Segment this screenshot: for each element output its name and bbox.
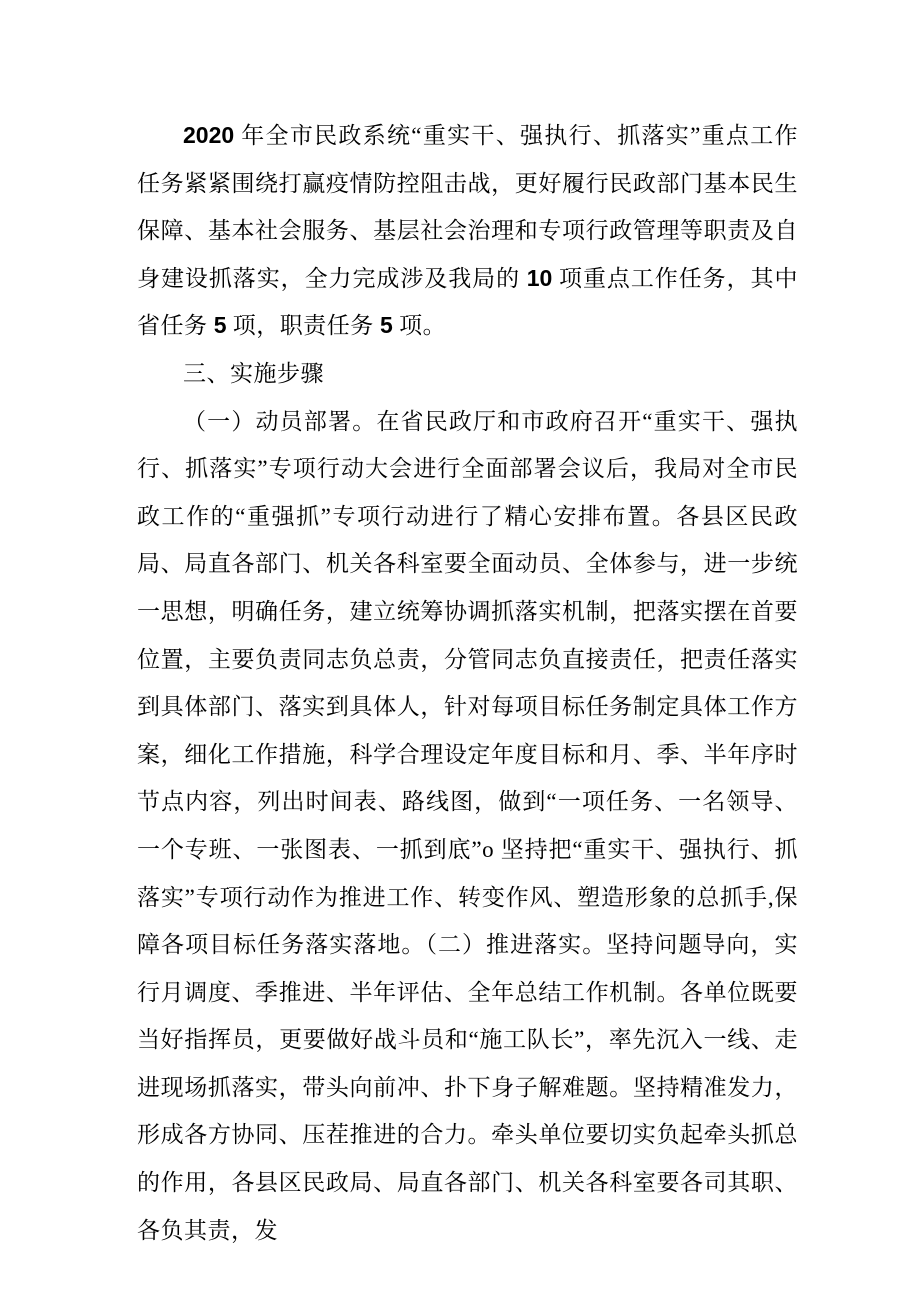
latin-number: 2020 (183, 122, 235, 148)
section-heading-implementation-steps: 三、实施步骤 (183, 360, 324, 386)
paragraph-intro: 2020 年全市民政系统“重实干、强执行、抓落实”重点工作任务紧紧围绕打赢疫情防控阻击战，更好履行民政部门基本民生保障、基本社会服务、基层社会治理和专项行政管理等职责及自身建设抓落实，全力完成涉及我局的 10 项重点工作任务，其中省任务 5 项，职责任务 5 项。 (137, 122, 799, 339)
latin-number: 5 (213, 312, 227, 339)
latin-number: 10 (526, 264, 553, 291)
latin-number: 5 (380, 312, 393, 339)
paragraph-implementation-steps-body: （一）动员部署。在省民政厅和市政府召开“重实干、强执行、抓落实”专项行动大会进行全面部署会议后，我局对全市民政工作的“重强抓”专项行动进行了精心安排布置。各县区民政局、局直各部门、机关各科室要全面动员、全体参与，进一步统一思想，明确任务，建立统筹协调抓落实机制，把落实摆在首要位置，主要负责同志负总责，分管同志负直接责任，把责任落实到具体部门、落实到具体人，针对每项目标任务制定具体工作方案，细化工作措施，科学合理设定年度目标和月、季、半年序时节点内容，列出时间表、路线图，做到“一项任务、一名领导、一个专班、一张图表、一抓到底”o 坚持把“重实干、强执行、抓落实”专项行动作为推进工作、转变作风、塑造形象的总抓手,保障各项目标任务落实落地。（二）推进落实。坚持问题导向，实行月调度、季推进、半年评估、全年总结工作机制。各单位既要当好指挥员，更要做好战斗员和“施工队长”，率先沉入一线、走进现场抓落实，带头向前冲、扑下身子解难题。坚持精准发力，形成各方协同、压茬推进的合力。牵头单位要切实负起牵头抓总的作用，各县区民政局、局直各部门、机关各科室要各司其职、各负其责，发 (137, 408, 798, 1243)
